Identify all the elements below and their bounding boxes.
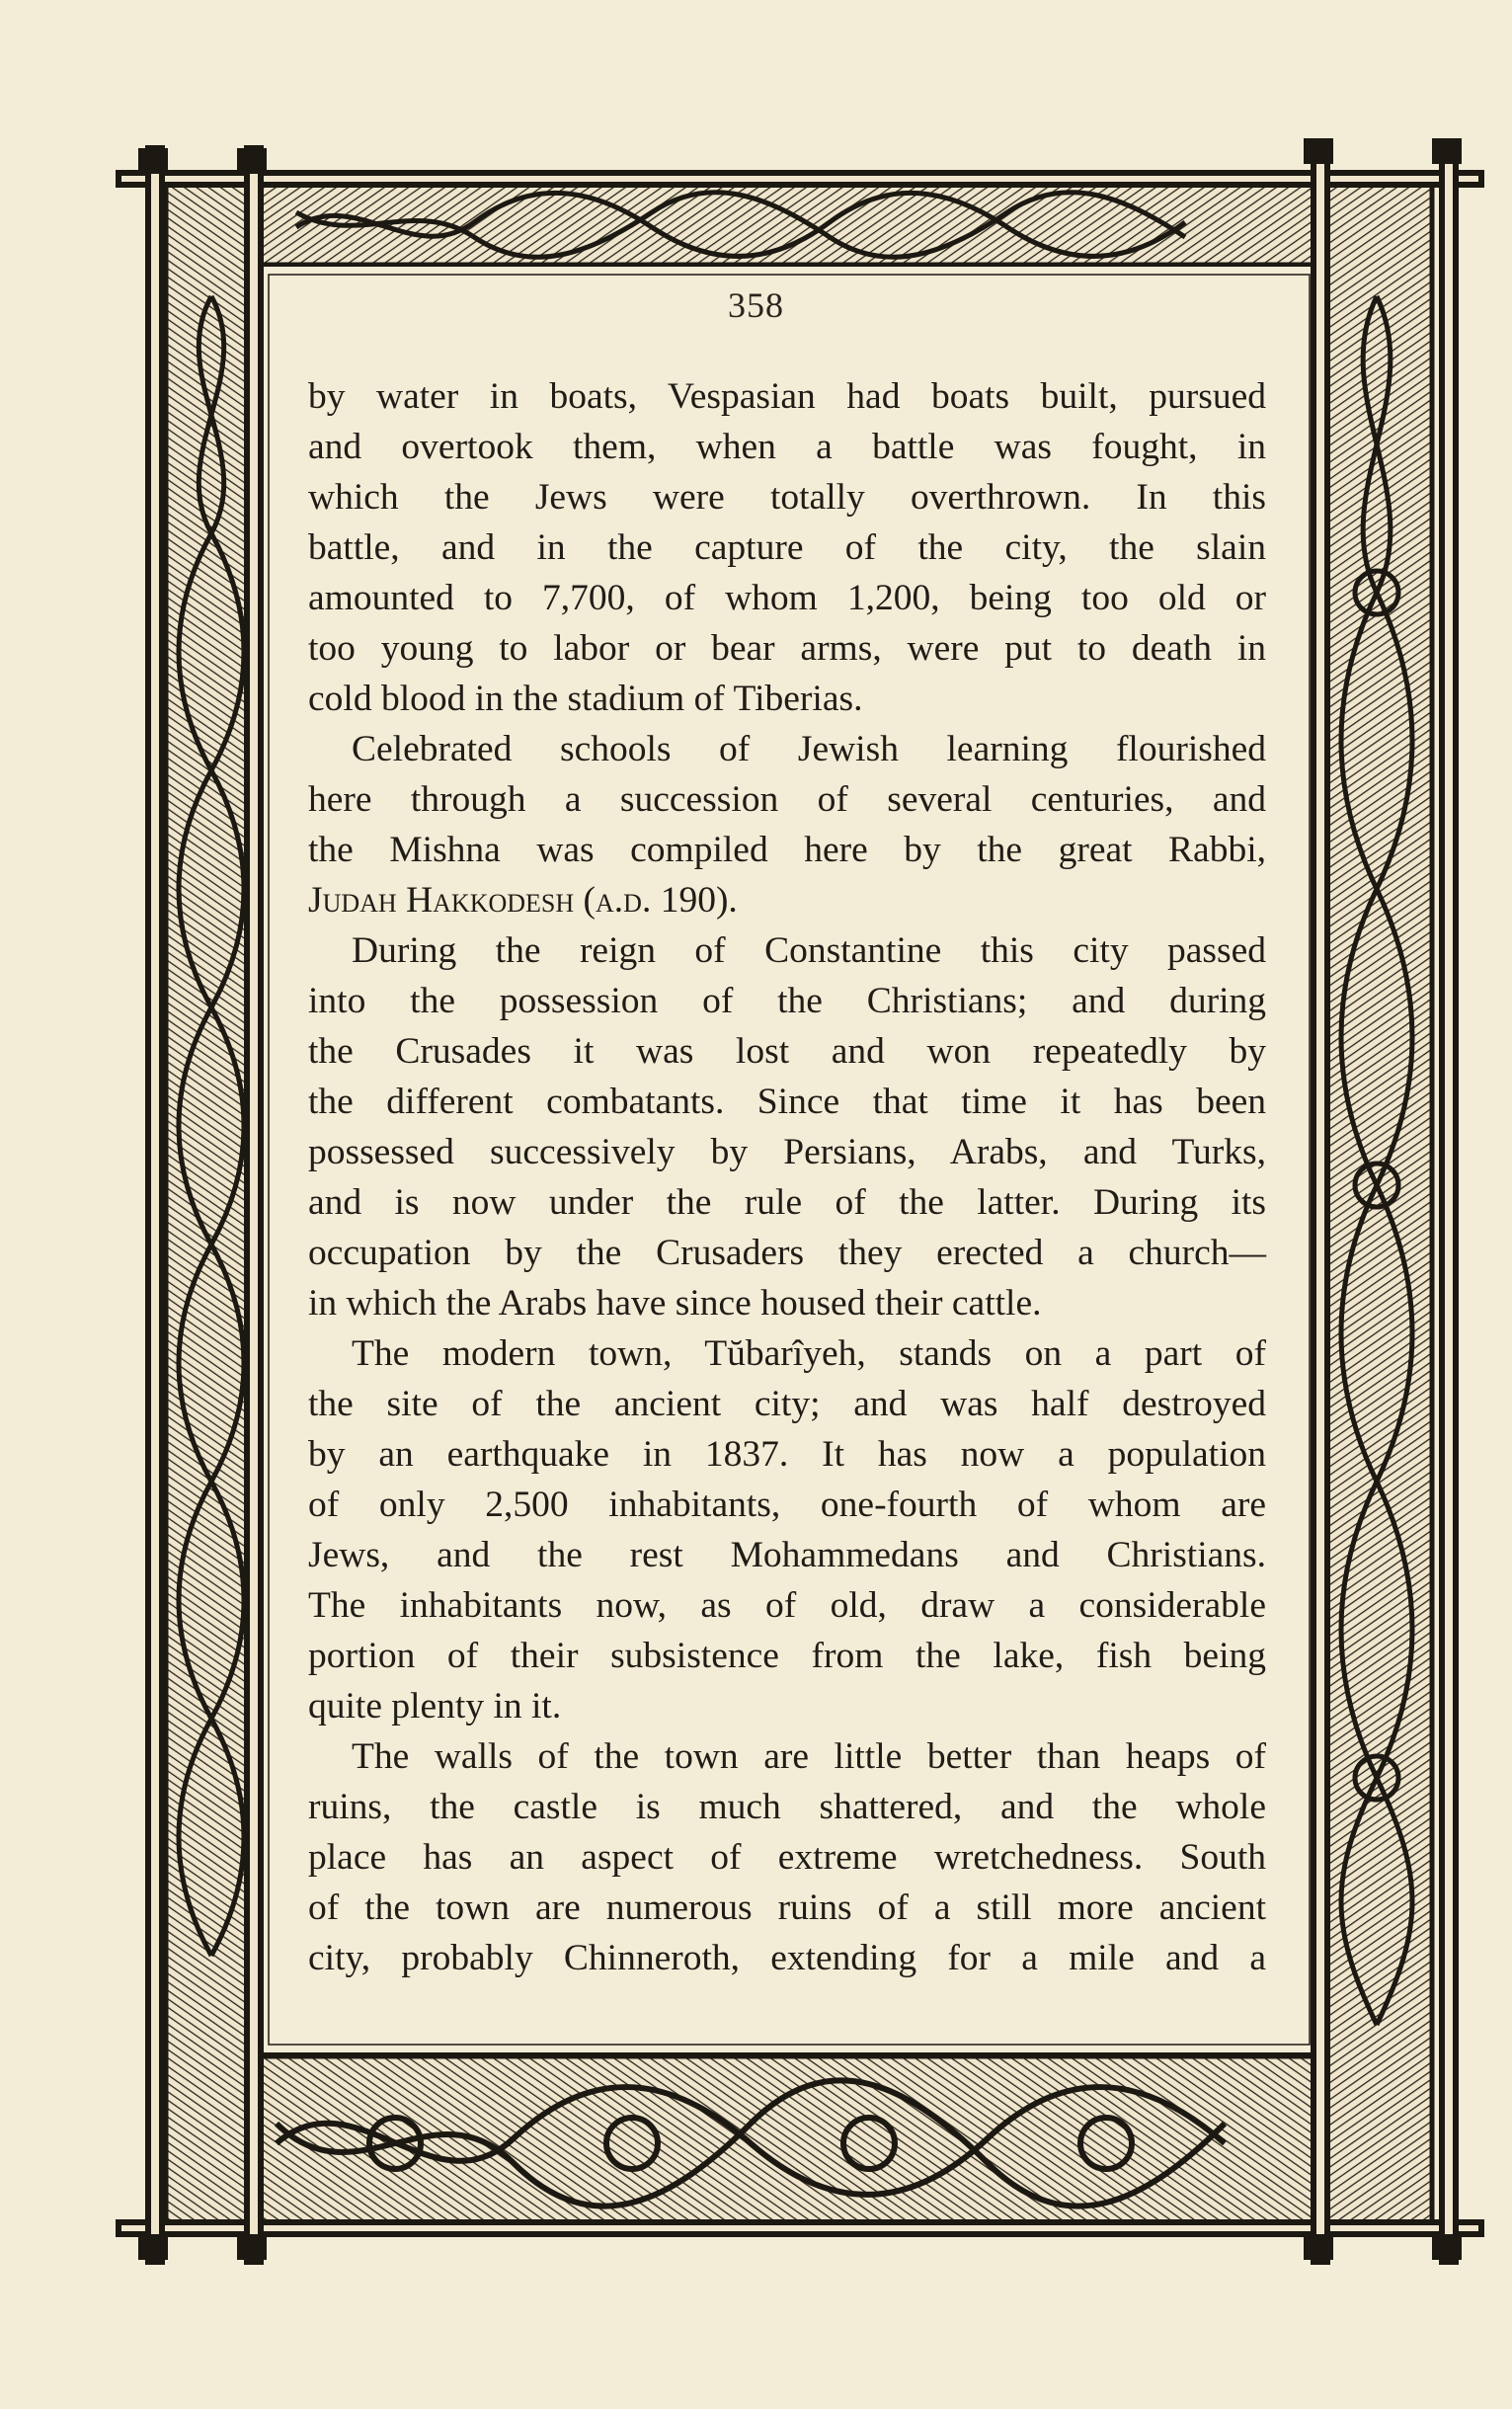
text-line: amounted to 7,700, of whom 1,200, being too old or — [308, 578, 1266, 618]
paragraph-4 — [308, 1328, 1266, 1731]
text-line: occupation by the Crusaders they erected a church— — [308, 1233, 1266, 1273]
text-line: the different combatants. Since that time it has been — [308, 1082, 1266, 1122]
paragraph-2 — [308, 724, 1266, 925]
text-line: The inhabitants now, as of old, draw a considerable — [308, 1585, 1266, 1626]
body-text — [308, 371, 1266, 1983]
text-line: ruins, the castle is much shattered, and the whole — [308, 1787, 1266, 1827]
text-line: into the possession of the Christians; and during — [308, 981, 1266, 1021]
text-line: During the reign of Constantine this city passed — [352, 930, 1266, 971]
paragraph-3 — [308, 925, 1266, 1328]
left-border-band — [166, 176, 257, 2224]
text-line: cold blood in the stadium of Tiberias. — [308, 679, 863, 719]
text-line: which the Jews were totally overthrown. In this — [308, 477, 1266, 518]
text-line: by an earthquake in 1837. It has now a population — [308, 1434, 1266, 1475]
text-line: in which the Arabs have since housed their cattle. — [308, 1283, 1042, 1324]
paragraph-1 — [308, 371, 1266, 724]
text-line: and overtook them, when a battle was fought, in — [308, 427, 1266, 467]
text-line: by water in boats, Vespasian had boats built, pursued — [308, 376, 1266, 417]
text-line: city, probably Chinneroth, extending for a mile and a — [308, 1938, 1266, 1978]
text-line: battle, and in the capture of the city, the slain — [308, 527, 1266, 568]
text-line: place has an aspect of extreme wretchedness. South — [308, 1837, 1266, 1878]
right-border-band — [1321, 176, 1432, 2224]
text-line: the site of the ancient city; and was half destroyed — [308, 1384, 1266, 1424]
text-line: Jews, and the rest Mohammedans and Christians. — [308, 1535, 1266, 1575]
text-line: The walls of the town are little better than heaps of — [352, 1736, 1266, 1777]
text-line: and is now under the rule of the latter. During its — [308, 1182, 1266, 1223]
text-line: of the town are numerous ruins of a still more ancient — [308, 1887, 1266, 1928]
text-line: the Crusades it was lost and won repeatedly by — [308, 1031, 1266, 1072]
text-line: The modern town, Tŭbarîyeh, stands on a part of — [352, 1333, 1266, 1374]
text-line: quite plenty in it. — [308, 1686, 562, 1726]
text-line: Judah Hakkodesh (a.d. 190). — [308, 880, 738, 921]
text-line: Celebrated schools of Jewish learning flourished — [352, 729, 1266, 769]
paragraph-5 — [308, 1731, 1266, 1983]
text-line: too young to labor or bear arms, were put to death in — [308, 628, 1266, 669]
top-border-band — [178, 176, 1313, 265]
text-line: portion of their subsistence from the lake, fish being — [308, 1636, 1266, 1676]
text-line: of only 2,500 inhabitants, one-fourth of whom are — [308, 1485, 1266, 1525]
text-line: the Mishna was compiled here by the great Rabbi, — [308, 830, 1266, 870]
text-line: possessed successively by Persians, Arabs, and Turks, — [308, 1132, 1266, 1172]
text-line: here through a succession of several centuries, and — [308, 779, 1266, 820]
page-number: 358 — [728, 285, 784, 325]
